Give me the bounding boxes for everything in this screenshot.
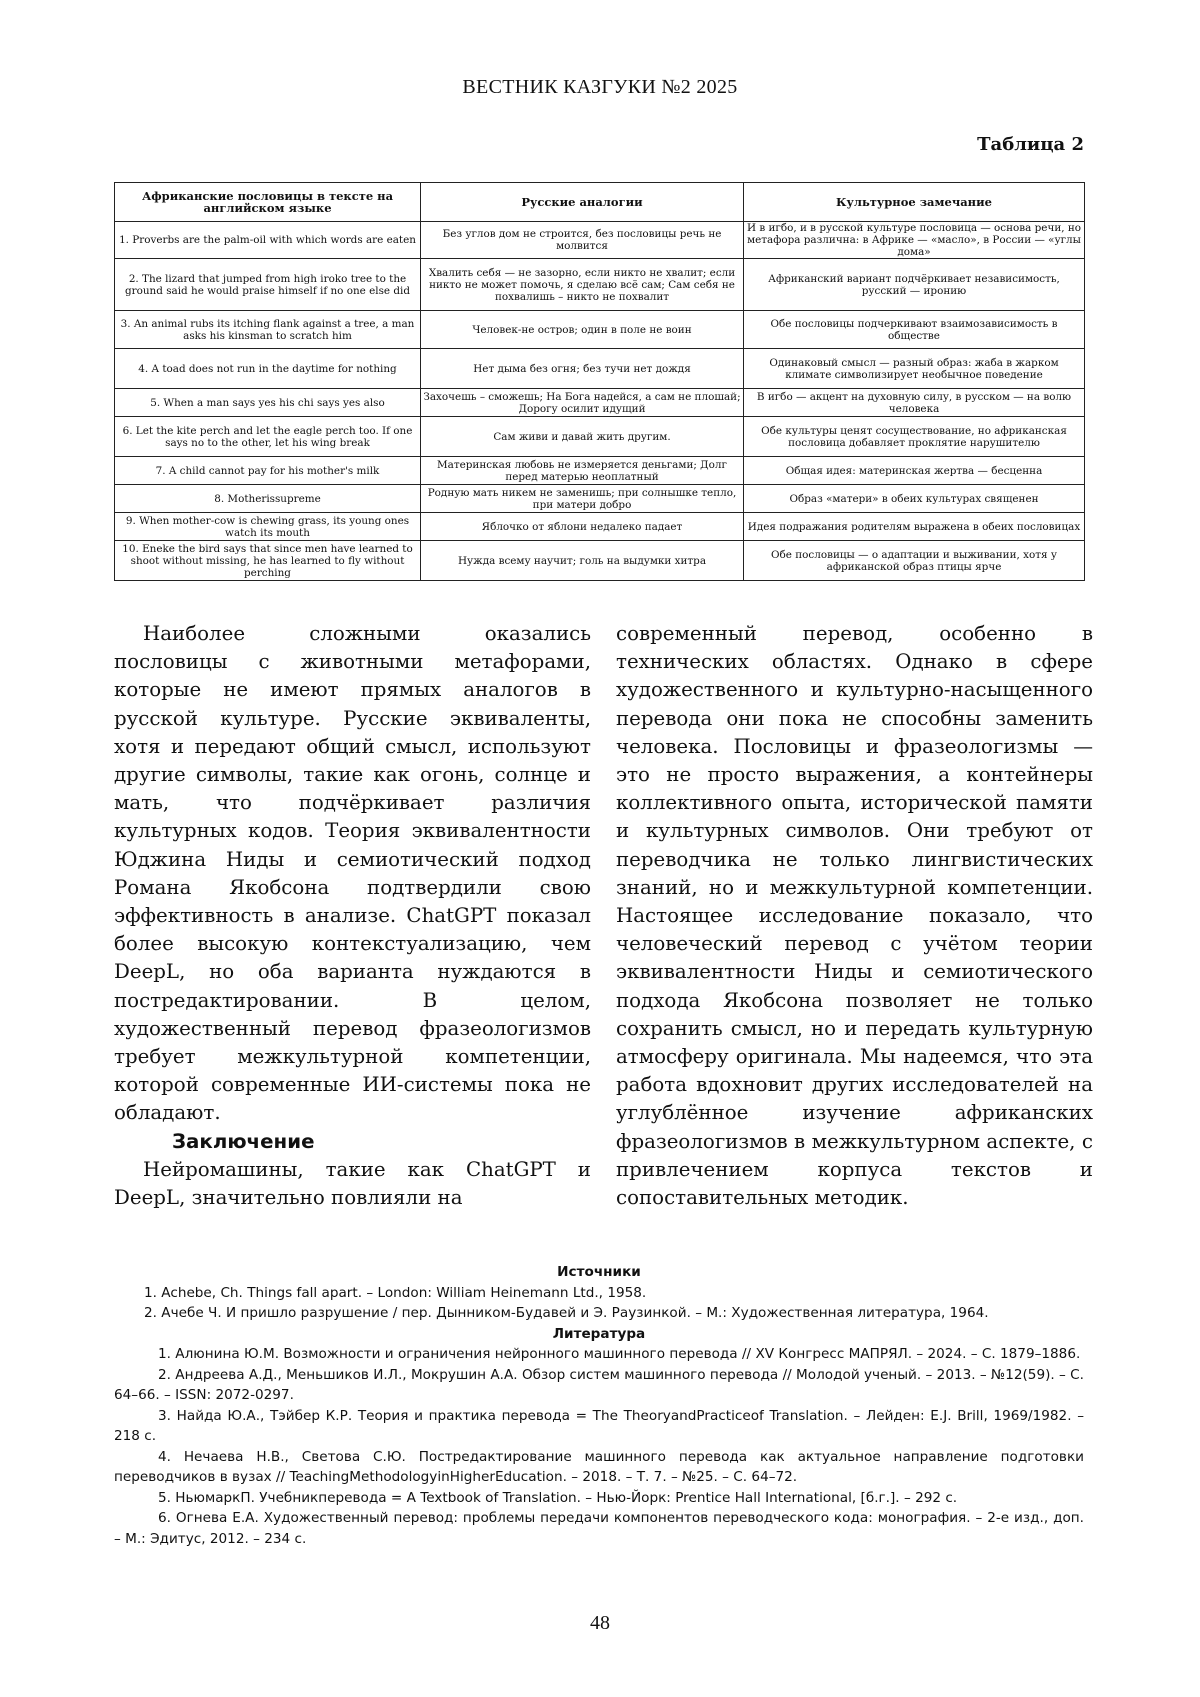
table-cell: Идея подражания родителям выражена в обеих пословицах <box>744 513 1085 541</box>
table-cell: Яблочко от яблони недалеко падает <box>421 513 744 541</box>
proverbs-table <box>114 182 1085 581</box>
table-cell: Обе пословицы — о адаптации и выживании, хотя у африканской образ птицы ярче <box>744 541 1085 581</box>
table-cell: Человек-не остров; один в поле не воин <box>421 311 744 349</box>
table-cell: Обе пословицы подчеркивают взаимозависимость в обществе <box>744 311 1085 349</box>
table-cell: Без углов дом не строится, без пословицы речь не молвится <box>421 222 744 259</box>
body-column-left <box>114 620 591 1212</box>
table-cell: В игбо — акцент на духовную силу, в русском — на волю человека <box>744 389 1085 417</box>
literature-item: 4. Нечаева Н.В., Светова С.Ю. Постредактирование машинного перевода как актуальное направление подготовки переводчиков в вузах // TeachingMethodologyinHigherEducation. – 2018. – Т. 7. – №25. – С. 64–72. <box>114 1448 1084 1485</box>
table-cell: Материнская любовь не измеряется деньгами; Долг перед матерью неоплатный <box>421 457 744 485</box>
table-cell: И в игбо, и в русской культуре пословица — основа речи, но метафора различна: в Африке — «масло», в России — «углы дома» <box>744 222 1085 259</box>
column-header-cultural-note: Культурное замечание <box>744 183 1085 222</box>
source-item: 1. Achebe, Ch. Things fall apart. – London: William Heinemann Ltd., 1958. <box>144 1284 647 1301</box>
table-row <box>115 311 1085 349</box>
table-cell: 1. Proverbs are the palm-oil with which words are eaten <box>115 222 421 259</box>
table-cell: Одинаковый смысл — разный образ: жаба в жарком климате символизирует необычное поведение <box>744 349 1085 389</box>
table-row <box>115 417 1085 457</box>
literature-item: 6. Огнева Е.А. Художественный перевод: проблемы передачи компонентов переводческого кода: монография. – 2-е изд., доп. – М.: Эдитус, 2012. – 234 с. <box>114 1510 1084 1547</box>
literature-item: 5. НьюмаркП. Учебникперевода = A Textbook of Translation. – Нью-Йорк: Prentice Hall International, [б.г.]. – 292 с. <box>158 1489 958 1506</box>
table-cell: 4. A toad does not run in the daytime for nothing <box>115 349 421 389</box>
literature-item: 3. Найда Ю.А., Тэйбер К.Р. Теория и практика перевода = The TheoryandPracticeof Translation. – Лейден: E.J. Brill, 1969/1982. – 218 с. <box>114 1407 1084 1444</box>
table-row <box>115 222 1085 259</box>
table-cell: Нет дыма без огня; без тучи нет дождя <box>421 349 744 389</box>
literature-heading: Литература <box>552 1325 646 1342</box>
table-cell: Нужда всему научит; голь на выдумки хитра <box>421 541 744 581</box>
literature-list <box>114 1344 1084 1549</box>
table-row <box>115 485 1085 513</box>
table-cell: 3. An animal rubs its itching flank against a tree, a man asks his kinsman to scratch him <box>115 311 421 349</box>
table-cell: 7. A child cannot pay for his mother's milk <box>115 457 421 485</box>
table-cell: Родную мать никем не заменишь; при солнышке тепло, при матери добро <box>421 485 744 513</box>
column-header-african: Африканские пословицы в тексте на английском языке <box>115 183 421 222</box>
body-paragraph: Наиболее сложными оказались пословицы с животными метафорами, которые не имеют прямых аналогов в русской культуре. Русские эквиваленты, хотя и передают общий смысл, используют другие символы, такие как огонь, солнце и мать, что подчёркивает различия культурных кодов. Теория эквивалентности Юджина Ниды и семиотический подход Романа Якобсона подтвердили свою эффективность в анализе. ChatGPT показал более высокую контекстуализацию, чем DeepL, но оба варианта нуждаются в постредактировании. В целом, художественный перевод фразеологизмов требует межкультурной компетенции, которой современные ИИ-системы пока не обладают. <box>114 622 591 1125</box>
table-row <box>115 389 1085 417</box>
sources-list <box>114 1283 1084 1324</box>
sources-heading: Источники <box>557 1264 641 1280</box>
conclusion-paragraph-continued: современный перевод, особенно в технических областях. Однако в сфере художественного и культурно-насыщенного перевода они пока не способны заменить человека. Пословицы и фразеологизмы — это не просто выражения, а контейнеры коллективного опыта, исторической памяти и культурных символов. Они требуют от переводчика не только лингвистических знаний, но и межкультурной компетенции. Настоящее исследование показало, что человеческий перевод с учётом теории эквивалентности Ниды и семиотического подхода Якобсона позволяет не только сохранить смысл, но и передать культурную атмосферу оригинала. Мы надеемся, что эта работа вдохновит других исследователей на углублённое изучение африканских фразеологизмов в межкультурном аспекте, с привлечением корпуса текстов и сопоставительных методик. <box>616 622 1093 1210</box>
table-cell: 8. Motherissupreme <box>115 485 421 513</box>
table-cell: 2. The lizard that jumped from high iroko tree to the ground said he would praise himself if no one else did <box>115 259 421 311</box>
table-cell: Сам живи и давай жить другим. <box>421 417 744 457</box>
literature-item: 1. Алюнина Ю.М. Возможности и ограничения нейронного машинного перевода // XV Конгресс МАПРЯЛ. – 2024. – С. 1879–1886. <box>158 1346 1081 1362</box>
table-row <box>115 349 1085 389</box>
table-cell: 10. Eneke the bird says that since men have learned to shoot without missing, he has learned to fly without perching <box>115 541 421 581</box>
conclusion-paragraph-start: Нейромашины, такие как ChatGPT и DeepL, значительно повлияли на <box>114 1157 591 1210</box>
literature-item: 2. Андреева А.Д., Меньшиков И.Л., Мокрушин А.А. Обзор систем машинного перевода // Молодой ученый. – 2013. – №12(59). – С. 64–66. – ISSN: 2072-0297. <box>114 1366 1084 1403</box>
conclusion-heading: Заключение <box>172 1129 315 1153</box>
table-cell: Обе культуры ценят сосуществование, но африканская пословица добавляет проклятие нарушителю <box>744 417 1085 457</box>
table-cell: Образ «матери» в обеих культурах священен <box>744 485 1085 513</box>
column-header-russian: Русские аналогии <box>421 183 744 222</box>
table-row <box>115 259 1085 311</box>
table-cell: 5. When a man says yes his chi says yes also <box>115 389 421 417</box>
table-cell: 9. When mother-cow is chewing grass, its young ones watch its mouth <box>115 513 421 541</box>
table-caption: Таблица 2 <box>977 134 1084 155</box>
running-header: ВЕСТНИК КАЗГУКИ №2 2025 <box>462 76 738 98</box>
table-header-row <box>115 183 1085 222</box>
body-column-right <box>616 620 1093 1212</box>
table-cell: Захочешь – сможешь; На Бога надейся, а сам не плошай; Дорогу осилит идущий <box>421 389 744 417</box>
table-cell: Африканский вариант подчёркивает независимость, русский — иронию <box>744 259 1085 311</box>
page-number: 48 <box>590 1612 610 1634</box>
table-row <box>115 457 1085 485</box>
table-cell: Общая идея: материнская жертва — бесценна <box>744 457 1085 485</box>
table-cell: Хвалить себя — не зазорно, если никто не хвалит; если никто не может помочь, я сделаю всё сам; Сам себя не похвалишь – никто не похвалит <box>421 259 744 311</box>
table-row <box>115 541 1085 581</box>
references-section <box>114 1262 1084 1549</box>
source-item: 2. Ачебе Ч. И пришло разрушение / пер. Дынником-Будавей и Э. Раузинкой. – М.: Художественная литература, 1964. <box>144 1305 989 1321</box>
table-row <box>115 513 1085 541</box>
table-cell: 6. Let the kite perch and let the eagle perch too. If one says no to the other, let his wing break <box>115 417 421 457</box>
